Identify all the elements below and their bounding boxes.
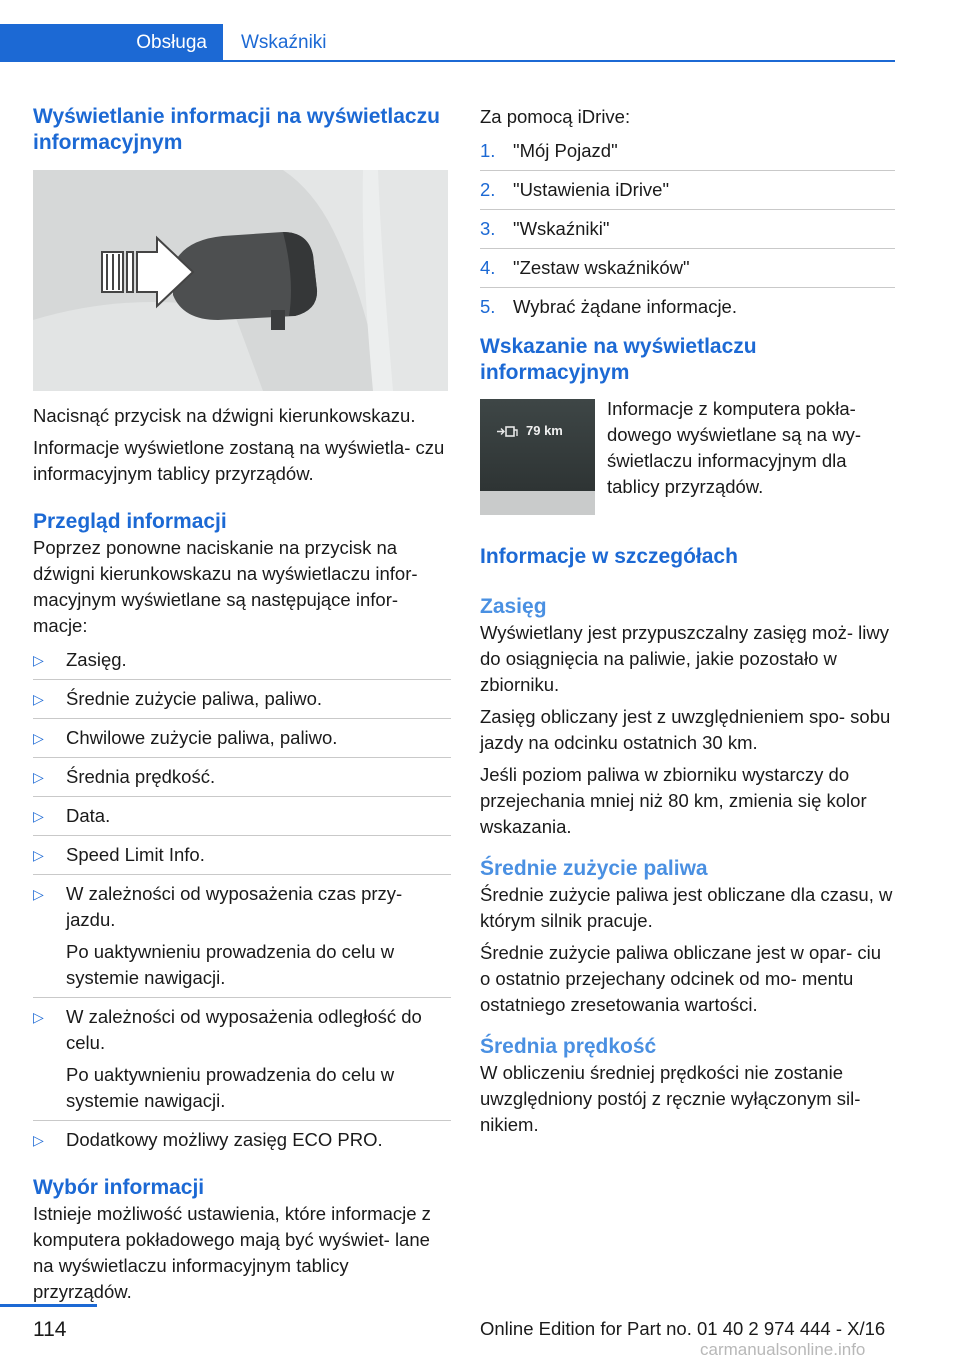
heading-range: Zasięg — [480, 595, 547, 618]
heading-avg-fuel: Średnie zużycie paliwa — [480, 857, 708, 880]
triangle-bullet-icon: ▷ — [33, 808, 44, 824]
indication-block — [480, 396, 895, 530]
step-item: 3. "Wskaźniki" — [480, 209, 895, 248]
left-column — [33, 104, 451, 1305]
paragraph-select-info: Istnieje możliwość ustawienia, które informacje z komputera pokładowego mają być wyświet- lane na wyświetlaczu informacyjnym tablicy przyrządów. — [33, 1203, 431, 1302]
section-tabbar — [0, 24, 895, 62]
step-item: 4. "Zestaw wskaźników" — [480, 248, 895, 287]
paragraph-info-shown: Informacje wyświetlone zostaną na wyświetla- czu informacyjnym tablicy przyrządów. — [33, 437, 445, 484]
stalk-drawing — [33, 170, 448, 391]
triangle-bullet-icon: ▷ — [33, 886, 44, 902]
paragraph-idrive: Za pomocą iDrive: — [480, 106, 631, 127]
list-item: ▷ Chwilowe zużycie paliwa, paliwo. — [33, 718, 451, 757]
tab-wskazniki[interactable]: Wskaźniki — [241, 32, 327, 53]
triangle-bullet-icon: ▷ — [33, 769, 44, 785]
turn-signal-stalk-illustration — [33, 170, 448, 391]
paragraph-range-3: Jeśli poziom paliwa w zbiorniku wystarczy do przejechania mniej niż 80 km, zmienia się kolor wskazania. — [480, 764, 867, 837]
paragraph-avg-speed: W obliczeniu średniej prędkości nie zostanie uwzględniony postój z ręcznie wyłączonym sil- nikiem. — [480, 1062, 861, 1135]
list-item: ▷ Dodatkowy możliwy zasięg ECO PRO. — [33, 1120, 451, 1159]
triangle-bullet-icon: ▷ — [33, 691, 44, 707]
heading-details: Informacje w szczegółach — [480, 545, 738, 568]
heading-display-info: Wyświetlanie informacji na wyświetlaczu informacyjnym — [33, 105, 440, 154]
fuel-pump-icon — [480, 399, 595, 491]
step-item: 5. Wybrać żądane informacje. — [480, 287, 895, 326]
info-display-image — [480, 399, 595, 515]
right-column — [480, 104, 895, 1138]
tab-obsluga[interactable]: Obsługa — [0, 24, 223, 62]
step-item: 2. "Ustawienia iDrive" — [480, 170, 895, 209]
triangle-bullet-icon: ▷ — [33, 1132, 44, 1148]
triangle-bullet-icon: ▷ — [33, 1009, 44, 1025]
paragraph-range-1: Wyświetlany jest przypuszczalny zasięg moż- liwy do osiągnięcia na paliwie, jakie pozostało w zbiorniku. — [480, 622, 890, 695]
heading-indication: Wskazanie na wyświetlaczu informacyjnym — [480, 335, 757, 384]
page-number-rule — [0, 1304, 97, 1307]
list-item: ▷ Średnie zużycie paliwa, paliwo. — [33, 679, 451, 718]
heading-avg-speed: Średnia prędkość — [480, 1035, 657, 1058]
range-readout: 79 km — [526, 423, 563, 438]
step-item: 1. "Mój Pojazd" — [480, 140, 618, 161]
triangle-bullet-icon: ▷ — [33, 847, 44, 863]
overview-list — [33, 647, 451, 1159]
paragraph-range-2: Zasięg obliczany jest z uwzględnieniem spo- sobu jazdy na odcinku ostatnich 30 km. — [480, 706, 891, 753]
info-display-screen — [480, 399, 595, 491]
list-item: ▷ Data. — [33, 796, 451, 835]
paragraph-press-button: Nacisnąć przycisk na dźwigni kierunkowskazu. — [33, 405, 416, 426]
edition-note: Online Edition for Part no. 01 40 2 974 444 - X/16 — [480, 1318, 886, 1339]
page-number: 114 — [33, 1318, 67, 1341]
list-item: ▷ W zależności od wyposażenia czas przy- jazdu. Po uaktywnieniu prowadzenia do celu w systemie nawigacji. — [33, 874, 451, 997]
paragraph-indication: Informacje z komputera pokła- dowego wyświetlane są na wy- świetlaczu informacyjnym dla tablicy przyrządów. — [607, 398, 861, 497]
triangle-bullet-icon: ▷ — [33, 652, 44, 668]
heading-select-info: Wybór informacji — [33, 1176, 205, 1199]
idrive-steps — [480, 138, 895, 326]
list-item: ▷ W zależności od wyposażenia odległość do celu. Po uaktywnieniu prowadzenia do celu w systemie nawigacji. — [33, 997, 451, 1120]
paragraph-avg-fuel-2: Średnie zużycie paliwa obliczane jest w opar- ciu o ostatnio przejechany odcinek od mo- mentu ostatniego zresetowania wartości. — [480, 942, 882, 1015]
list-item: ▷ Speed Limit Info. — [33, 835, 451, 874]
list-item-note: Po uaktywnieniu prowadzenia do celu w systemie nawigacji. — [66, 941, 395, 988]
paragraph-avg-fuel-1: Średnie zużycie paliwa jest obliczane dla czasu, w którym silnik pracuje. — [480, 884, 893, 931]
list-item-note: Po uaktywnieniu prowadzenia do celu w systemie nawigacji. — [66, 1064, 395, 1111]
heading-overview: Przegląd informacji — [33, 510, 227, 533]
triangle-bullet-icon: ▷ — [33, 730, 44, 746]
paragraph-overview: Poprzez ponowne naciskanie na przycisk na dźwigni kierunkowskazu na wyświetlaczu infor- macyjnym wyświetlane są następujące infor- macje: — [33, 537, 418, 636]
list-item: ▷ Średnia prędkość. — [33, 757, 451, 796]
list-item: ▷ Zasięg. — [33, 647, 451, 679]
watermark: carmanualsonline.info — [700, 1340, 866, 1359]
